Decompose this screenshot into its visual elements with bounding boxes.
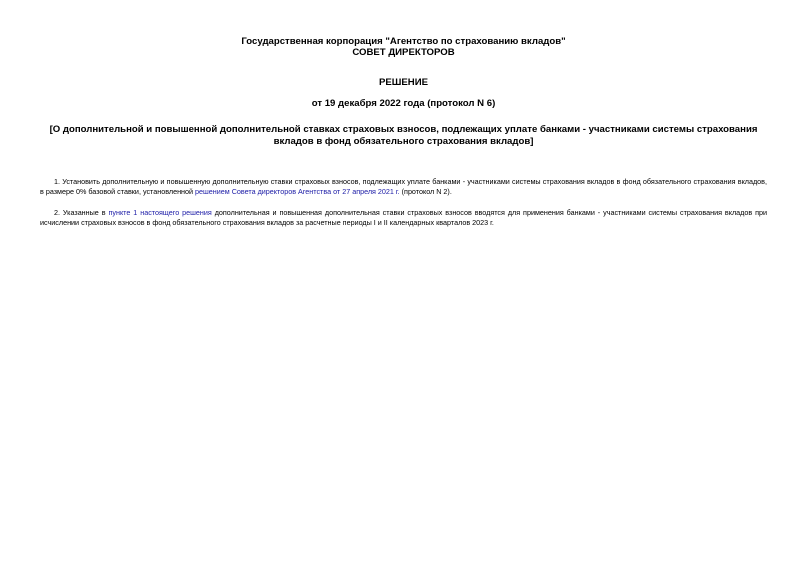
organization-name: Государственная корпорация "Агентство по страхованию вкладов" [241,36,566,47]
document-type: РЕШЕНИЕ [378,77,429,88]
paragraph-2 [40,208,767,227]
paragraph-1-text-after: (протокол N 2). [399,186,452,196]
paragraph-1 [40,177,767,196]
document-date: от 19 декабря 2022 года (протокол N 6) [311,98,496,109]
board-name: СОВЕТ ДИРЕКТОРОВ [352,47,455,58]
paragraph-2-text-before: 2. Указанные в [54,208,109,218]
link-board-decision-2021[interactable]: решением Совета директоров Агентства от 27 апреля 2021 г. [195,186,400,196]
document-page [40,36,767,227]
paragraph-2-text-after: дополнительная и повышенная дополнительная ставки страховых взносов вводятся для применения банками - участниками системы страхования вкладов при исчислении страховых взносов в фонд обязательного страхования вкладов за расчетные периоды I и II календарных кварталов 2023 г. [40,208,767,227]
link-item-1[interactable]: пункте 1 настоящего решения [108,208,212,218]
paragraph-1-text-before: 1. Установить дополнительную и повышенную дополнительную ставки страховых взносов, подлежащих уплате банками - участниками системы страхования вкладов в фонд обязательного страхования вкладов, в размере 0% базовой ставки, установленной [40,177,767,196]
document-subject: [О дополнительной и повышенной дополнительной ставках страховых взносов, подлежащих уплате банками - участниками системы страхования вкладов в фонд обязательного страхования вкладов] [49,124,758,147]
